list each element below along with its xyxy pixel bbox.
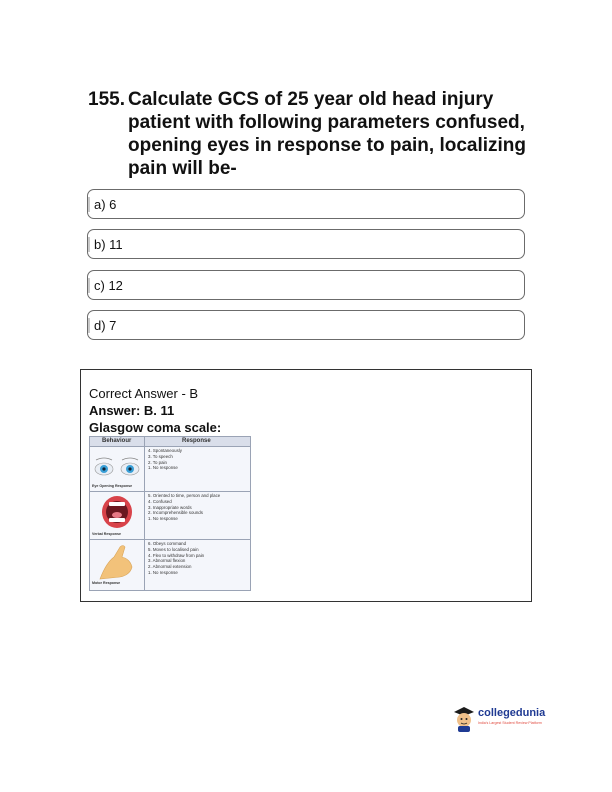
question-number: 155. bbox=[88, 89, 125, 110]
motor-caption: Motor Response bbox=[92, 581, 121, 585]
hand-icon bbox=[96, 541, 138, 581]
motor-item: 3. Abnormal flexion bbox=[148, 558, 186, 564]
gcs-table bbox=[89, 436, 251, 591]
motor-section bbox=[90, 539, 250, 589]
question-text: Calculate GCS of 25 year old head injury patient with following parameters confused, opening eyes in response to pain, localizing pain will be- bbox=[128, 89, 527, 179]
col-behaviour: Behaviour bbox=[102, 438, 132, 444]
verbal-responses bbox=[148, 493, 220, 522]
option-c[interactable]: c) 12 bbox=[87, 270, 525, 300]
eye-section bbox=[90, 446, 250, 492]
option-d[interactable]: d) 7 bbox=[87, 310, 525, 340]
eye-caption: Eye Opening Response bbox=[92, 484, 133, 488]
motor-item: 5. Moves to localised pain bbox=[148, 546, 199, 552]
verbal-item: 5. Oriented to time, person and place bbox=[148, 493, 221, 498]
eye-item: 3. To speech bbox=[148, 453, 173, 459]
option-a[interactable]: a) 6 bbox=[87, 189, 525, 219]
logo-tagline: India's Largest Student Review Platform bbox=[478, 721, 542, 725]
motor-item: 4. Flex to withdraw from pain bbox=[148, 552, 205, 558]
verbal-item: 4. Confused bbox=[148, 498, 172, 504]
col-response: Response bbox=[182, 438, 211, 444]
graduate-mascot-icon bbox=[452, 704, 476, 732]
eye-item: 1. No response bbox=[148, 465, 178, 471]
collegedunia-logo[interactable] bbox=[452, 704, 572, 732]
verbal-caption: Verbal Response bbox=[92, 532, 121, 536]
verbal-item: 1. No response bbox=[148, 516, 178, 522]
verbal-item: 3. Inappropriate words bbox=[148, 504, 192, 510]
eye-item: 2. To pain bbox=[148, 459, 167, 465]
option-b[interactable]: b) 11 bbox=[87, 229, 525, 259]
motor-item: 2. Abnormal extension bbox=[148, 564, 192, 570]
logo-name: collegedunia bbox=[478, 707, 546, 719]
eye-responses bbox=[148, 448, 182, 471]
answer-line: Answer: B. 11 bbox=[89, 403, 175, 418]
eye-item: 4. Spontaneously bbox=[148, 448, 182, 453]
correct-answer-line: Correct Answer - B bbox=[89, 386, 199, 401]
eyes-icon bbox=[92, 452, 142, 480]
motor-item: 1. No response bbox=[148, 569, 178, 575]
mouth-icon bbox=[100, 494, 134, 530]
answer-box bbox=[80, 369, 532, 602]
verbal-section bbox=[90, 491, 250, 540]
motor-item: 6. Obeys command bbox=[148, 541, 187, 546]
verbal-item: 2. Incomprehensible sounds bbox=[148, 510, 203, 516]
question bbox=[88, 88, 528, 180]
scale-title: Glasgow coma scale: bbox=[89, 420, 222, 435]
motor-responses bbox=[148, 541, 204, 576]
